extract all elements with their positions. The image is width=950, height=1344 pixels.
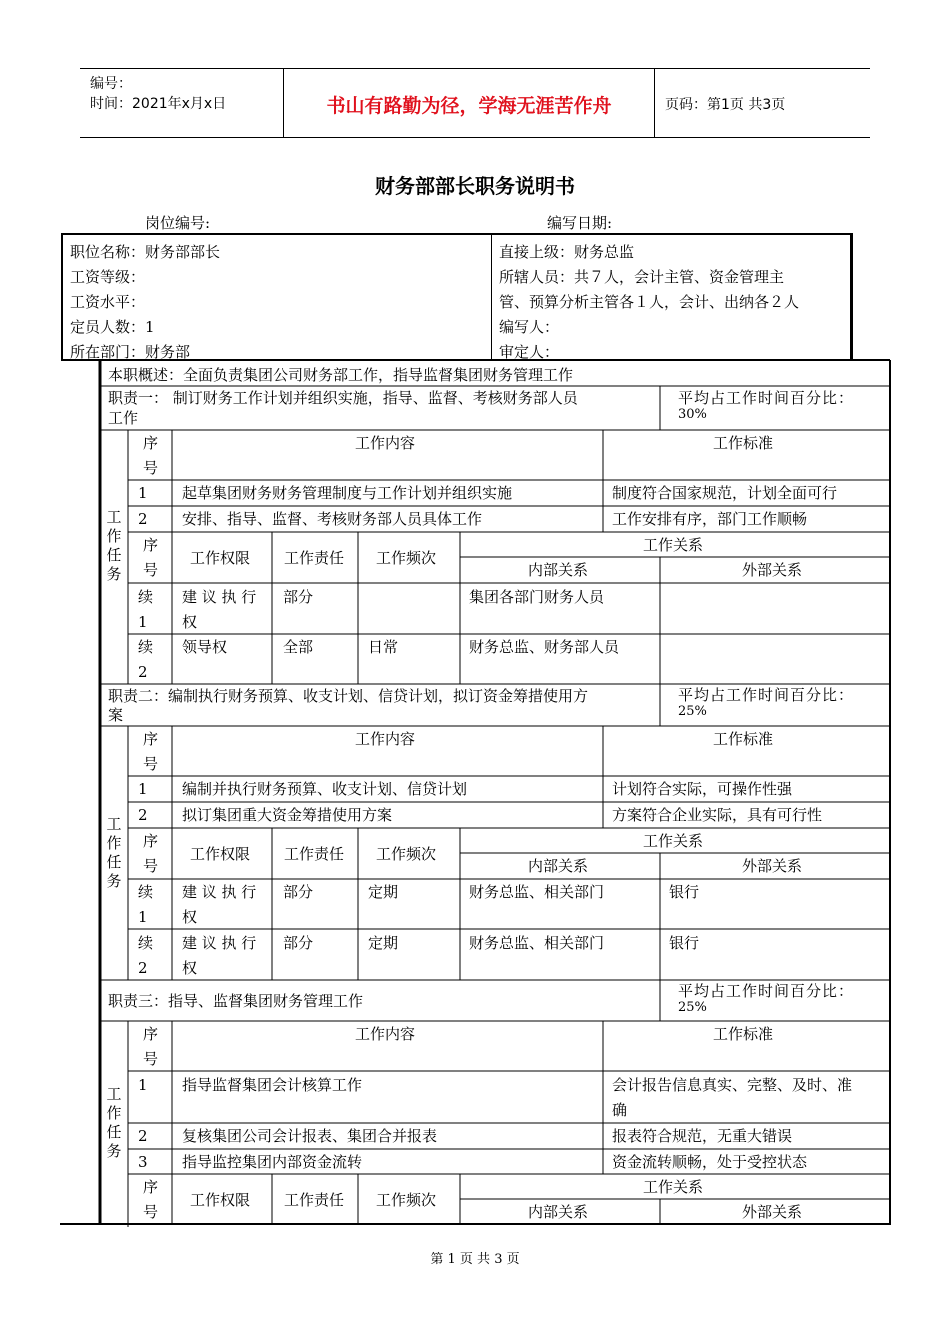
duty-1-right-2-no1: 续 xyxy=(138,638,154,656)
header-motto-cell xyxy=(284,69,655,137)
duty-2-external-header: 外部关系 xyxy=(742,857,803,875)
info-right-0: 直接上级：财务总监 xyxy=(499,243,635,261)
info-left-4: 所在部门：财务部 xyxy=(70,343,191,361)
duty-3-standard-header: 工作标准 xyxy=(713,1025,774,1043)
duty-3-task-3-no: 3 xyxy=(138,1153,148,1171)
duty-3-task-vertical-label: 工 作 任 务 xyxy=(106,1085,122,1160)
duty-2-standard-header: 工作标准 xyxy=(713,730,774,748)
duty-2-pct-label: 平均占工作时间百分比： xyxy=(678,686,855,704)
duty-3-internal-header: 内部关系 xyxy=(528,1203,589,1221)
duty-1-rseq-header-2: 号 xyxy=(143,561,159,579)
duty-1-percentage xyxy=(678,389,854,421)
duty-1-standard-header: 工作标准 xyxy=(713,434,774,452)
info-left-0: 职位名称：财务部部长 xyxy=(70,243,221,261)
duty-2-rseq-header-1: 序 xyxy=(143,832,159,850)
duty-3-frequency-header: 工作频次 xyxy=(376,1191,437,1209)
duty-2-authority-header: 工作权限 xyxy=(190,845,251,863)
duty-3-responsibility-header: 工作责任 xyxy=(284,1191,345,1209)
duty-2-right-2-freq: 定期 xyxy=(368,934,399,952)
duty-2-pct-value: 25% xyxy=(678,704,707,719)
duty-2-right-1-authority1: 建 议 执 行 xyxy=(182,883,257,901)
duty-2-right-1-internal: 财务总监、相关部门 xyxy=(469,883,605,901)
duty-2-right-1-resp: 部分 xyxy=(283,883,314,901)
duty-2-task-1-standard: 计划符合实际，可操作性强 xyxy=(612,780,793,798)
motto: 书山有路勤为径，学海无涯苦作舟 xyxy=(326,95,612,117)
duty-2-title-line1: 职责二：编制执行财务预算、收支计划、信贷计划，拟订资金筹措使用方 xyxy=(108,687,589,705)
duty-1-title-line2: 工作 xyxy=(108,409,139,427)
duty-2-right-2-authority2: 权 xyxy=(182,959,198,977)
page-label: 页码：第1页 共3页 xyxy=(665,97,786,113)
duty-1-frequency-header: 工作频次 xyxy=(376,549,437,567)
duty-2-task-vertical-label: 工 作 任 务 xyxy=(106,815,122,890)
number-label: 编号： xyxy=(90,76,132,92)
duty-2-right-2-resp: 部分 xyxy=(283,934,314,952)
duty-3-task-2-content: 复核集团公司会计报表、集团合并报表 xyxy=(182,1127,438,1145)
duty-2-right-2-internal: 财务总监、相关部门 xyxy=(469,934,605,952)
duty-2-rseq-header-2: 号 xyxy=(143,857,159,875)
duty-2-content-header: 工作内容 xyxy=(355,730,416,748)
duty-1-task-2-content: 安排、指导、监督、考核财务部人员具体工作 xyxy=(182,510,483,528)
header-page-cell xyxy=(655,69,870,137)
duty-3-task-1-no: 1 xyxy=(138,1076,148,1094)
duty-1-task-1-no: 1 xyxy=(138,484,148,502)
duty-1-internal-header: 内部关系 xyxy=(528,561,589,579)
duty-3-external-header: 外部关系 xyxy=(742,1203,803,1221)
duty-1-title-line1: 职责一： 制订财务工作计划并组织实施，指导、监督、考核财务部人员 xyxy=(108,389,578,407)
duty-3-relations-header: 工作关系 xyxy=(643,1178,704,1196)
duty-2-task-1-no: 1 xyxy=(138,780,148,798)
duty-2-task-1-content: 编制并执行财务预算、收支计划、信贷计划 xyxy=(182,780,468,798)
duty-3-task-2-standard: 报表符合规范，无重大错误 xyxy=(612,1127,793,1145)
duty-2-title-line2: 案 xyxy=(108,706,124,724)
duty-1-relations-header: 工作关系 xyxy=(643,536,704,554)
duty-3-seq-header-2: 号 xyxy=(143,1050,159,1068)
duty-2-right-1-no2: 1 xyxy=(138,908,148,926)
duty-3-task-3-content: 指导监控集团内部资金流转 xyxy=(182,1153,363,1171)
duty-1-task-1-content: 起草集团财务财务管理制度与工作计划并组织实施 xyxy=(182,484,513,502)
duty-2-right-1-no1: 续 xyxy=(138,883,154,901)
duty-1-right-1-authority1: 建 议 执 行 xyxy=(182,588,257,606)
duty-2-right-1-authority2: 权 xyxy=(182,908,198,926)
duty-1-task-1-standard: 制度符合国家规范，计划全面可行 xyxy=(612,484,838,502)
duty-2-frequency-header: 工作频次 xyxy=(376,845,437,863)
duty-2-right-2-authority1: 建 议 执 行 xyxy=(182,934,257,952)
duty-2-percentage xyxy=(678,686,854,718)
duty-1-right-2-authority1: 领导权 xyxy=(182,638,228,656)
duty-1-responsibility-header: 工作责任 xyxy=(284,549,345,567)
duty-2-task-2-no: 2 xyxy=(138,806,148,824)
duty-2-right-1-freq: 定期 xyxy=(368,883,399,901)
duty-1-pct-label: 平均占工作时间百分比： xyxy=(678,389,855,407)
duty-1-right-1-no2: 1 xyxy=(138,613,148,631)
page-title: 财务部部长职务说明书 xyxy=(375,174,575,198)
info-divider xyxy=(491,235,492,359)
duty-1-seq-header-1: 序 xyxy=(143,434,159,452)
duty-1-pct-value: 30% xyxy=(678,407,707,422)
duty-2-internal-header: 内部关系 xyxy=(528,857,589,875)
duty-2-responsibility-header: 工作责任 xyxy=(284,845,345,863)
info-left-3: 定员人数：1 xyxy=(70,318,155,336)
duty-1-task-2-no: 2 xyxy=(138,510,148,528)
duty-3-title-line1: 职责三：指导、监督集团财务管理工作 xyxy=(108,992,364,1010)
duty-1-authority-header: 工作权限 xyxy=(190,549,251,567)
info-left-1: 工资等级： xyxy=(70,268,146,286)
info-right-3: 编写人： xyxy=(499,318,560,336)
duty-3-seq-header-1: 序 xyxy=(143,1025,159,1043)
duty-1-right-1-internal: 集团各部门财务人员 xyxy=(469,588,605,606)
duty-3-rseq-header-2: 号 xyxy=(143,1203,159,1221)
duty-2-right-2-external: 银行 xyxy=(669,934,700,952)
duty-3-task-3-standard: 资金流转顺畅，处于受控状态 xyxy=(612,1153,808,1171)
info-right-4: 审定人： xyxy=(499,343,560,361)
duty-1-right-1-resp: 部分 xyxy=(283,588,314,606)
duty-1-right-1-no1: 续 xyxy=(138,588,154,606)
duty-2-right-1-external: 银行 xyxy=(669,883,700,901)
duty-2-task-2-content: 拟订集团重大资金筹措使用方案 xyxy=(182,806,393,824)
duty-1-seq-header-2: 号 xyxy=(143,459,159,477)
page-footer: 第 1 页 共 3 页 xyxy=(430,1252,520,1267)
info-right-2: 管、预算分析主管各１人，会计、出纳各２人 xyxy=(499,293,800,311)
date-label: 时间：2021年x月x日 xyxy=(90,96,227,112)
duty-1-content-header: 工作内容 xyxy=(355,434,416,452)
duty-3-percentage xyxy=(678,982,854,1014)
duty-1-right-2-freq: 日常 xyxy=(368,638,399,656)
duty-1-task-vertical-label: 工 作 任 务 xyxy=(106,508,122,583)
duty-2-task-2-standard: 方案符合企业实际，具有可行性 xyxy=(612,806,823,824)
duty-3-content-header: 工作内容 xyxy=(355,1025,416,1043)
page-header xyxy=(80,68,870,138)
position-info-box xyxy=(61,233,853,361)
duty-1-external-header: 外部关系 xyxy=(742,561,803,579)
duty-3-task-1-content: 指导监督集团会计核算工作 xyxy=(182,1076,363,1094)
duty-2-right-2-no2: 2 xyxy=(138,959,148,977)
duty-3-task-2-no: 2 xyxy=(138,1127,148,1145)
info-right-1: 所辖人员：共７人，会计主管、资金管理主 xyxy=(499,268,785,286)
post-no-label: 岗位编号: xyxy=(145,214,211,232)
compile-date-label: 编写日期: xyxy=(547,214,613,232)
duty-2-relations-header: 工作关系 xyxy=(643,832,704,850)
duty-3-rseq-header-1: 序 xyxy=(143,1178,159,1196)
header-meta xyxy=(80,69,284,137)
duty-2-seq-header-1: 序 xyxy=(143,730,159,748)
duty-1-rseq-header-1: 序 xyxy=(143,536,159,554)
duty-1-right-1-authority2: 权 xyxy=(182,613,198,631)
duty-3-pct-value: 25% xyxy=(678,1000,707,1015)
duty-3-pct-label: 平均占工作时间百分比： xyxy=(678,982,855,1000)
duty-3-task-1-standard: 会计报告信息真实、完整、及时、准 xyxy=(612,1076,853,1094)
duty-3-authority-header: 工作权限 xyxy=(190,1191,251,1209)
info-left-2: 工资水平： xyxy=(70,293,146,311)
duty-2-seq-header-2: 号 xyxy=(143,755,159,773)
duty-3-task-1-standard-line2: 确 xyxy=(612,1101,628,1119)
duty-1-task-2-standard: 工作安排有序，部门工作顺畅 xyxy=(612,510,808,528)
duty-1-right-2-no2: 2 xyxy=(138,663,148,681)
job-summary: 本职概述：全面负责集团公司财务部工作，指导监督集团财务管理工作 xyxy=(108,366,574,384)
duty-1-right-2-internal: 财务总监、财务部人员 xyxy=(469,638,620,656)
duty-2-right-2-no1: 续 xyxy=(138,934,154,952)
duty-1-right-2-resp: 全部 xyxy=(283,638,314,656)
